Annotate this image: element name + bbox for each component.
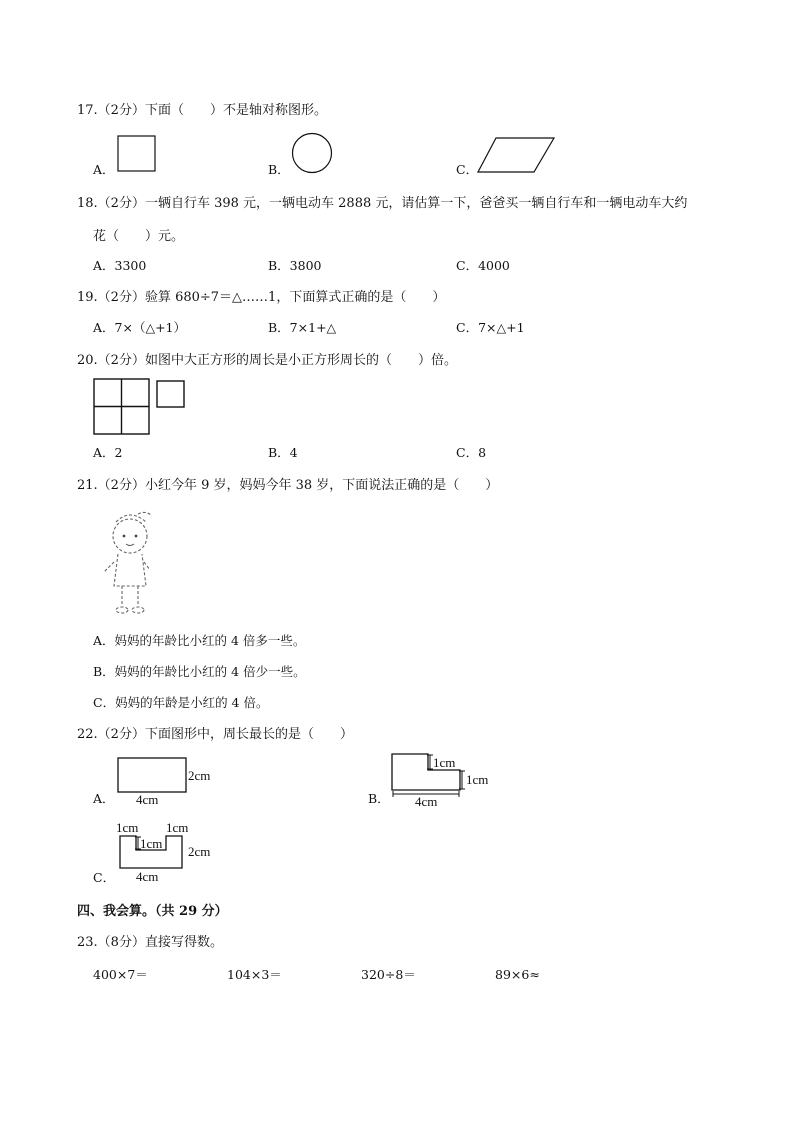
c-left-label: 1cm: [116, 820, 139, 835]
q20-option-b[interactable]: B．4: [268, 445, 298, 460]
circle-icon: [290, 132, 334, 174]
q19-option-b[interactable]: B．7×1+△: [268, 320, 337, 335]
parallelogram-icon: [476, 136, 558, 176]
rectangle-figure-a: [112, 752, 224, 808]
q18-option-b[interactable]: B．3800: [268, 258, 322, 273]
c-width-label: 4cm: [136, 869, 159, 884]
q22-option-b[interactable]: B．: [368, 791, 390, 806]
section-title: 四、我会算。（共 29 分）: [77, 904, 228, 919]
a-height-label: 2cm: [188, 768, 211, 783]
small-square-figure: [155, 379, 187, 409]
girl-illustration: [94, 506, 164, 620]
big-square-figure: [92, 377, 152, 437]
q22-option-c[interactable]: C．: [93, 870, 116, 885]
b-height-label: 1cm: [466, 772, 489, 787]
q22-stem: 22.（2分）下面图形中，周长最长的是（ ）: [77, 727, 353, 742]
q23-item-4: 89×6≈: [495, 967, 540, 982]
b-notch-label: 1cm: [433, 755, 456, 770]
q22-option-a[interactable]: A．: [93, 791, 115, 806]
q20-option-c[interactable]: C．8: [456, 445, 487, 460]
q23-item-2: 104×3＝: [227, 967, 282, 982]
q18-stem-line2: 花（ ）元。: [93, 229, 185, 244]
notched-figure-b: [388, 748, 498, 808]
q21-option-a[interactable]: A．妈妈的年龄比小红的 4 倍多一些。: [93, 633, 306, 648]
a-width-label: 4cm: [136, 792, 159, 807]
q18-option-c[interactable]: C．4000: [456, 258, 510, 273]
q23-item-3: 320÷8＝: [361, 967, 416, 982]
q19-option-a[interactable]: A．7×（△+1）: [93, 320, 186, 335]
q23-stem: 23.（8分）直接写得数。: [77, 935, 223, 950]
c-notch-label: 1cm: [140, 836, 163, 851]
q18-stem-line1: 18.（2分）一辆自行车 398 元，一辆电动车 2888 元，请估算一下，爸爸买一辆自行车和一辆电动车大约: [77, 196, 688, 211]
q17-option-b[interactable]: B．: [268, 162, 290, 177]
q21-option-b[interactable]: B．妈妈的年龄比小红的 4 倍少一些。: [93, 664, 306, 679]
q23-item-1: 400×7＝: [93, 967, 148, 982]
notched-figure-c: [112, 818, 224, 886]
q19-stem: 19.（2分）验算 680÷7＝△……1，下面算式正确的是（ ）: [77, 290, 446, 305]
q18-option-a[interactable]: A．3300: [93, 258, 147, 273]
c-height-label: 2cm: [188, 844, 211, 859]
q17-option-a[interactable]: A．: [93, 162, 115, 177]
q20-stem: 20.（2分）如图中大正方形的周长是小正方形周长的（ ）倍。: [77, 353, 457, 368]
q21-option-c[interactable]: C．妈妈的年龄是小红的 4 倍。: [93, 695, 269, 710]
q17-option-c[interactable]: C．: [456, 162, 479, 177]
q19-option-c[interactable]: C．7×△+1: [456, 320, 525, 335]
c-right-label: 1cm: [166, 820, 189, 835]
square-icon: [116, 134, 158, 174]
q20-option-a[interactable]: A．2: [93, 445, 123, 460]
b-width-label: 4cm: [415, 794, 438, 808]
q17-stem: 17.（2分）下面（ ）不是轴对称图形。: [77, 103, 327, 118]
q21-stem: 21.（2分）小红今年 9 岁，妈妈今年 38 岁，下面说法正确的是（ ）: [77, 478, 499, 493]
